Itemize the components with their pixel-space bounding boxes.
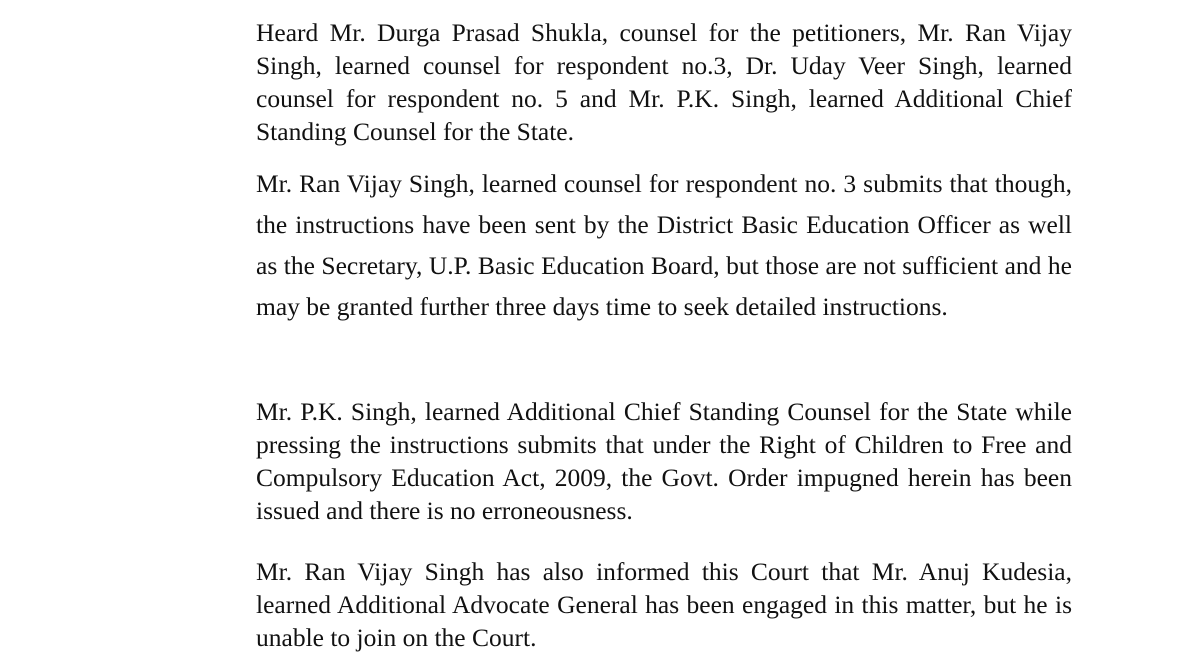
paragraph-state-counsel-submission: Mr. P.K. Singh, learned Additional Chief Standing Counsel for the State while pressing the instructions submits that under the Right of Children to Free and Compulsory Education Act, 2009, the Govt. Order impugned herein has been issued and there is no erroneousness. bbox=[256, 397, 1072, 525]
paragraph-heard-counsel: Heard Mr. Durga Prasad Shukla, counsel for the petitioners, Mr. Ran Vijay Singh, learned counsel for respondent no.3, Dr. Uday Veer Singh, learned counsel for respondent no. 5 and Mr. P.K. Singh, learned Additional Chief Standing Counsel for the State. bbox=[256, 18, 1072, 146]
paragraph-additional-advocate-general: Mr. Ran Vijay Singh has also informed this Court that Mr. Anuj Kudesia, learned Additional Advocate General has been engaged in this matter, but he is unable to join on the Court. bbox=[256, 557, 1072, 652]
paragraph-respondent-3-submission: Mr. Ran Vijay Singh, learned counsel for respondent no. 3 submits that though, the instructions have been sent by the District Basic Education Officer as well as the Secretary, U.P. Basic Education Board, but those are not sufficient and he may be granted further three days time to seek detailed instructions. bbox=[256, 169, 1072, 321]
